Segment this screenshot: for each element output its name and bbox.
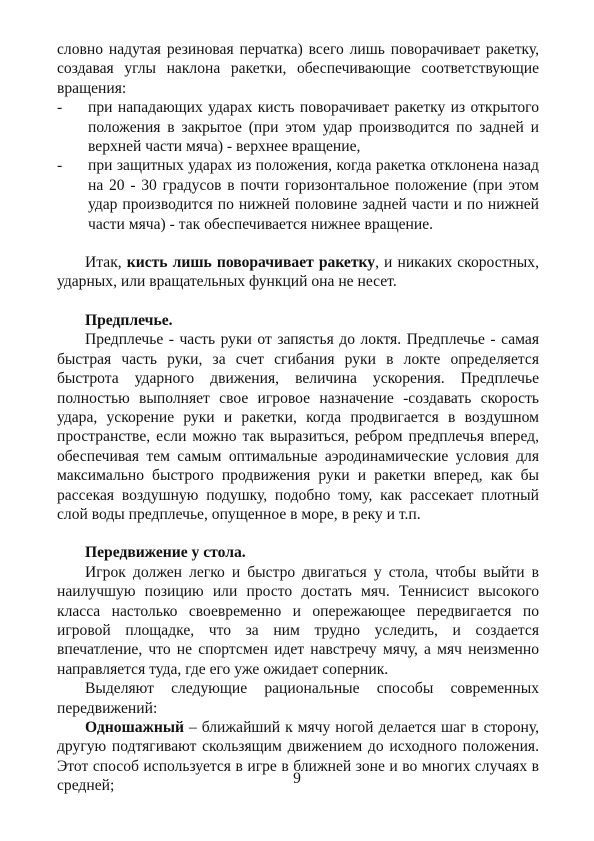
spacer — [57, 234, 539, 253]
conclusion-suffix: , и никаких скоростных, ударных, или вращательных функций она не несет. — [57, 254, 539, 291]
spacer — [57, 524, 539, 543]
forearm-heading: Предплечье. — [85, 311, 173, 329]
list-item-text: при нападающих ударах кисть поворачивает ракетку из открытого положения в закрытое (при этом удар производится по задней и верхней части мяча) - верхнее вращение, — [88, 99, 539, 156]
rotation-list — [57, 98, 539, 234]
movement-paragraph: Игрок должен легко и быстро двигаться у стола, чтобы выйти в наилучшую позицию или просто достать мяч. Теннисист высокого класса настолько своевременно и опережающее передвигается по игровой площадке, что за ним трудно уследить, и создается впечатление, что не спортсмен идет навстречу мячу, а мяч неизменно направляется туда, где его уже ожидает соперник. — [57, 563, 539, 678]
one-step-text: – ближайший к мячу ногой делается шаг в сторону, другую подтягивают скользящим движением до исходного положения. Этот способ используется в игре в ближней зоне и во многих случаях в средней; — [57, 719, 539, 795]
conclusion-prefix: Итак, — [85, 254, 127, 272]
list-dash: - — [57, 157, 63, 175]
conclusion-emphasis: кисть лишь поворачивает ракетку — [126, 254, 376, 272]
conclusion-paragraph — [57, 253, 539, 292]
intro-paragraph: словно надутая резиновая перчатка) всего лишь поворачивает ракетку, создавая углы наклона ракетки, обеспечивающие соответствующие вращения: — [57, 41, 539, 97]
list-item — [57, 156, 539, 234]
page-body — [57, 40, 539, 796]
page-number: 9 — [293, 770, 301, 787]
spacer — [57, 292, 539, 311]
list-item-text: при защитных ударах из положения, когда ракетка отклонена назад на 20 - 30 градусов в почти горизонтальное положение (при этом удар производится по нижней половине задней части и по нижней части мяча) - так обеспечивается нижнее вращение. — [88, 157, 539, 233]
forearm-paragraph: Предплечье - часть руки от запястья до локтя. Предплечье - самая быстрая часть руки, за счет сгибания руки в локте определяется быстрота ударного движения, величина ускорения. Предплечье полностью выполняет свое игровое назначение -создавать скорость удара, ускорение руки и ракетки, когда продвигается в воздушном пространстве, если можно так выразиться, ребром предплечья вперед, обеспечивая тем самым оптимальные аэродинамические условия для максимально быстрого продвижения руки и ракетки вперед, как бы рассекая воздушную подушку, подобно тому, как рассекает плотный слой воды предплечье, опущенное в море, в реку и т.п. — [57, 331, 539, 523]
one-step-term: Одношажный — [85, 719, 185, 736]
list-dash: - — [57, 99, 63, 117]
list-item — [57, 98, 539, 156]
movement-heading: Передвижение у стола. — [85, 544, 246, 562]
movement-methods-paragraph: Выделяют следующие рациональные способы современных передвижений: — [57, 680, 539, 717]
